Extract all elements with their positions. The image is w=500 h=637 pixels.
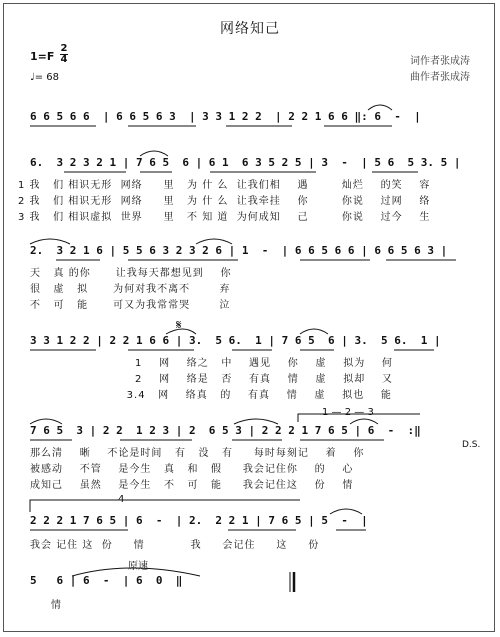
- lyric-row-2-verse-1: 1 我 们 相识无形 网络 里 为 什 么 让我们相 遇 灿烂 的笑 容: [18, 180, 431, 191]
- lyric-row-3-verse-2: 很 虚 拟 为何对我不离不 弃: [30, 284, 231, 295]
- slur-line: [72, 568, 200, 576]
- slur-line: [140, 151, 168, 156]
- slur-line: [350, 419, 378, 424]
- volta-4: 4: [118, 494, 125, 505]
- meter-bottom: 4: [60, 54, 68, 65]
- meter-top: 2: [60, 43, 68, 54]
- notation-row-7: 5 6 | 6 - | 6 0 ‖: [30, 574, 183, 587]
- notation-row-5: 7 6 5 3 | 2 2 1 2 3 | 2 6 5 3 | 2 2 2 1 7 6 5 | 6 - :‖: [30, 424, 421, 437]
- lyric-row-4-verse-3: 3.4 网 络真 的 有真 情 虚 拟也 能: [18, 390, 392, 401]
- lyric-row-2-verse-2: 2 我 们 相识无形 网络 里 为 什 么 让我牵挂 你 你说 过网 络: [18, 196, 431, 207]
- notation-row-6: 2 2 2 1 7 6 5 | 6 - | 2. 2 2 1 | 7 6 5 | 5 - |: [30, 514, 368, 527]
- slur-line: [30, 419, 62, 424]
- lyric-row-3-verse-1: 天 真 的你 让我每天都想见到 你: [30, 268, 232, 279]
- volta-4-bracket: [30, 500, 300, 512]
- lyricist-credit: 词作者张成涛: [410, 56, 470, 67]
- slur-line: [368, 105, 392, 110]
- lyric-row-5-verse-3: 成知己 虽然 是今生 不 可 能 我会记住这 份 情: [30, 480, 354, 491]
- slur-line: [30, 239, 70, 244]
- lyric-row-5-verse-2: 被感动 不管 是今生 真 和 假 我会记住你 的 心: [30, 464, 354, 475]
- lyric-row-5-verse-1: 那么清 晰 不论是时间 有 没 有 每时每刻记 着 你: [30, 448, 365, 459]
- notation-row-4: 3 3 1 2 2 | 2 2 1 6 6 | 3. 5 6. 1 | 7 6 5 6 | 3. 5 6. 1 |: [30, 334, 441, 347]
- lyric-row-2-verse-3: 3 我 们 相识虚拟 世界 里 不 知 道 为何成知 己 你说 过今 生: [18, 212, 431, 223]
- ds-mark: D.S.: [462, 440, 481, 450]
- notation-row-2: 6. 3 2 3 2 1 | 7 6 5 6 | 6 1 6 3 5 2 5 | 3 - | 5 6 5 3. 5 |: [30, 156, 461, 169]
- composer-credit: 曲作者张成涛: [410, 72, 470, 83]
- notation-row-3: 2. 3 2 1 6 | 5 5 6 3 2 3 2 6 | 1 - | 6 6 5 6 6 | 6 6 5 6 3 |: [30, 244, 448, 257]
- slur-line: [234, 419, 278, 424]
- notation-row-1: 6 6 5 6 6 | 6 6 5 6 3 | 3 3 1 2 2 | 2 2 1 6 6 ‖: 6 - |: [30, 110, 421, 123]
- tempo-mark: ♩= 68: [30, 72, 59, 83]
- volta-bracket: [298, 414, 420, 422]
- song-title: 网络知己: [220, 21, 280, 37]
- slur-line: [166, 329, 196, 334]
- lyric-row-4-verse-2: 2 网 络是 否 有真 情 虚 拟却 又: [18, 374, 393, 385]
- lyric-row-7: 情: [30, 600, 62, 611]
- volta-1-2-3: 1 — 2 — 3: [322, 407, 374, 418]
- segno-mark: 𝄋: [176, 318, 182, 333]
- slur-line: [330, 509, 362, 514]
- key-signature: 1=F: [30, 50, 55, 63]
- slur-line: [196, 239, 232, 244]
- tempo-primo-mark: 原速: [128, 561, 148, 572]
- lyric-row-6: 我会 记住 这 份 情 我 会记住 这 份: [30, 540, 320, 551]
- slur-line: [300, 329, 328, 334]
- lyric-row-3-verse-3: 不 可 能 可又为我常常哭 泣: [30, 300, 231, 311]
- lyric-row-4-verse-1: 1 网 络之 中 遇见 你 虚 拟为 何: [18, 358, 393, 369]
